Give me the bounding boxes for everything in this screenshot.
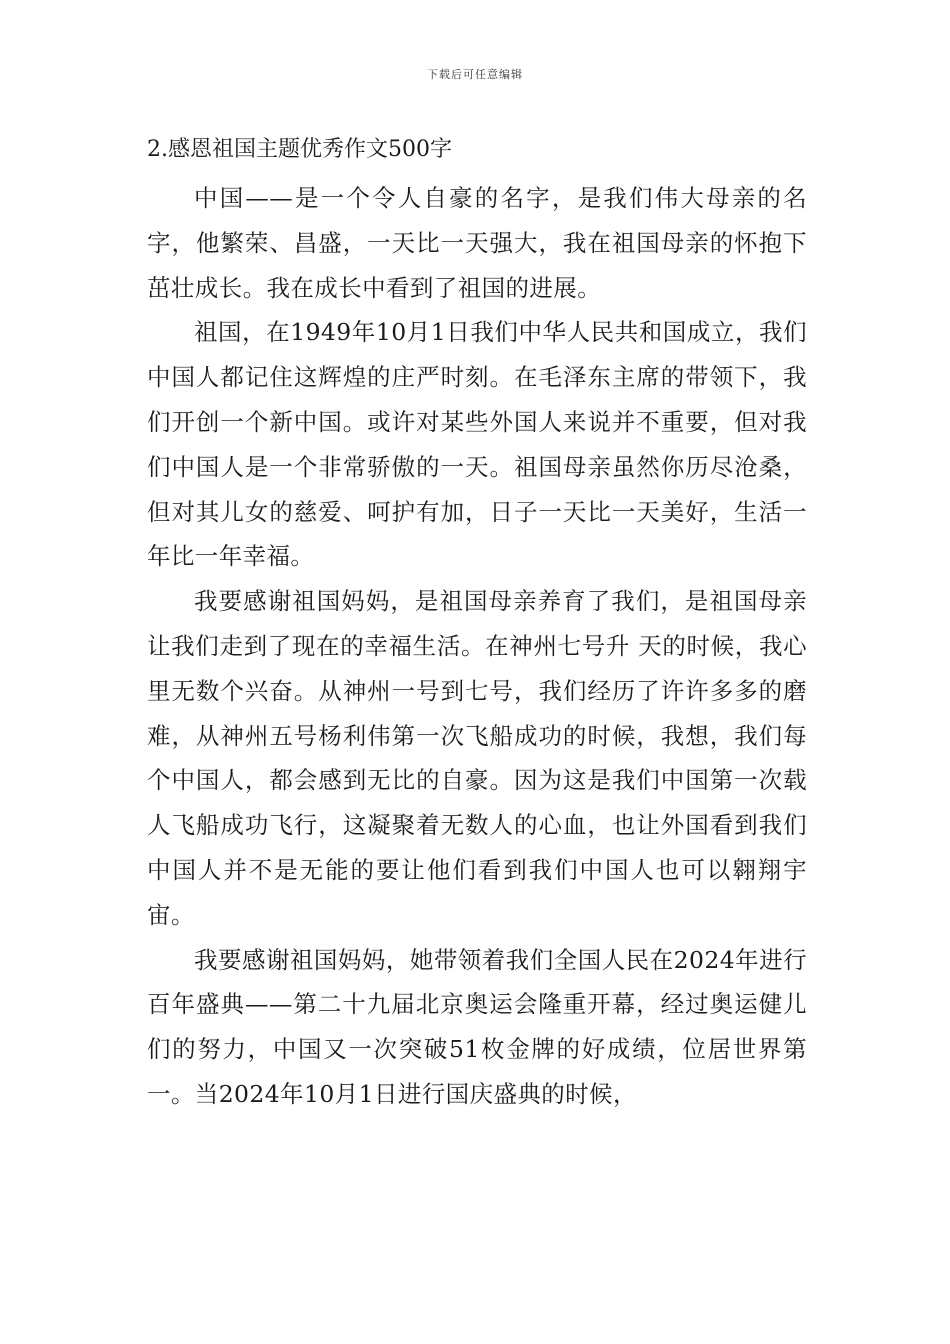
paragraph-1: 中国——是一个令人自豪的名字，是我们伟大母亲的名字，他繁荣、昌盛，一天比一天强大，我在祖国母亲的怀抱下茁壮成长。我在成长中看到了祖国的进展。 xyxy=(147,184,807,302)
document-title: 2.感恩祖国主题优秀作文500字 xyxy=(147,137,452,162)
paragraph-3: 我要感谢祖国妈妈，是祖国母亲养育了我们，是祖国母亲让我们走到了现在的幸福生活。在神州七号升 天的时候，我心里无数个兴奋。从神州一号到七号，我们经历了许许多多的磨难，从神州五号杨利伟第一次飞船成功的时候，我想，我们每个中国人，都会感到无比的自豪。因为这是我们中国第一次载人飞船成功飞行，这凝聚着无数人的心血，也让外国看到我们中国人并不是无能的要让他们看到我们中国人也可以翱翔宇宙。 xyxy=(147,587,807,929)
document-body xyxy=(147,132,807,1117)
header-note: 下载后可任意编辑 xyxy=(427,68,523,81)
paragraph-4: 我要感谢祖国妈妈，她带领着我们全国人民在2024年进行百年盛典——第二十九届北京奥运会隆重开幕，经过奥运健儿们的努力，中国又一次突破51枚金牌的好成绩，位居世界第一。当2024年10月1日进行国庆盛典的时候， xyxy=(147,945,807,1108)
paragraph-2: 祖国，在1949年10月1日我们中华人民共和国成立，我们中国人都记住这辉煌的庄严时刻。在毛泽东主席的带领下，我们开创一个新中国。或许对某些外国人来说并不重要，但对我们中国人是一个非常骄傲的一天。祖国母亲虽然你历尽沧桑，但对其儿女的慈爱、呵护有加，日子一天比一天美好，生活一年比一年幸福。 xyxy=(147,318,807,571)
